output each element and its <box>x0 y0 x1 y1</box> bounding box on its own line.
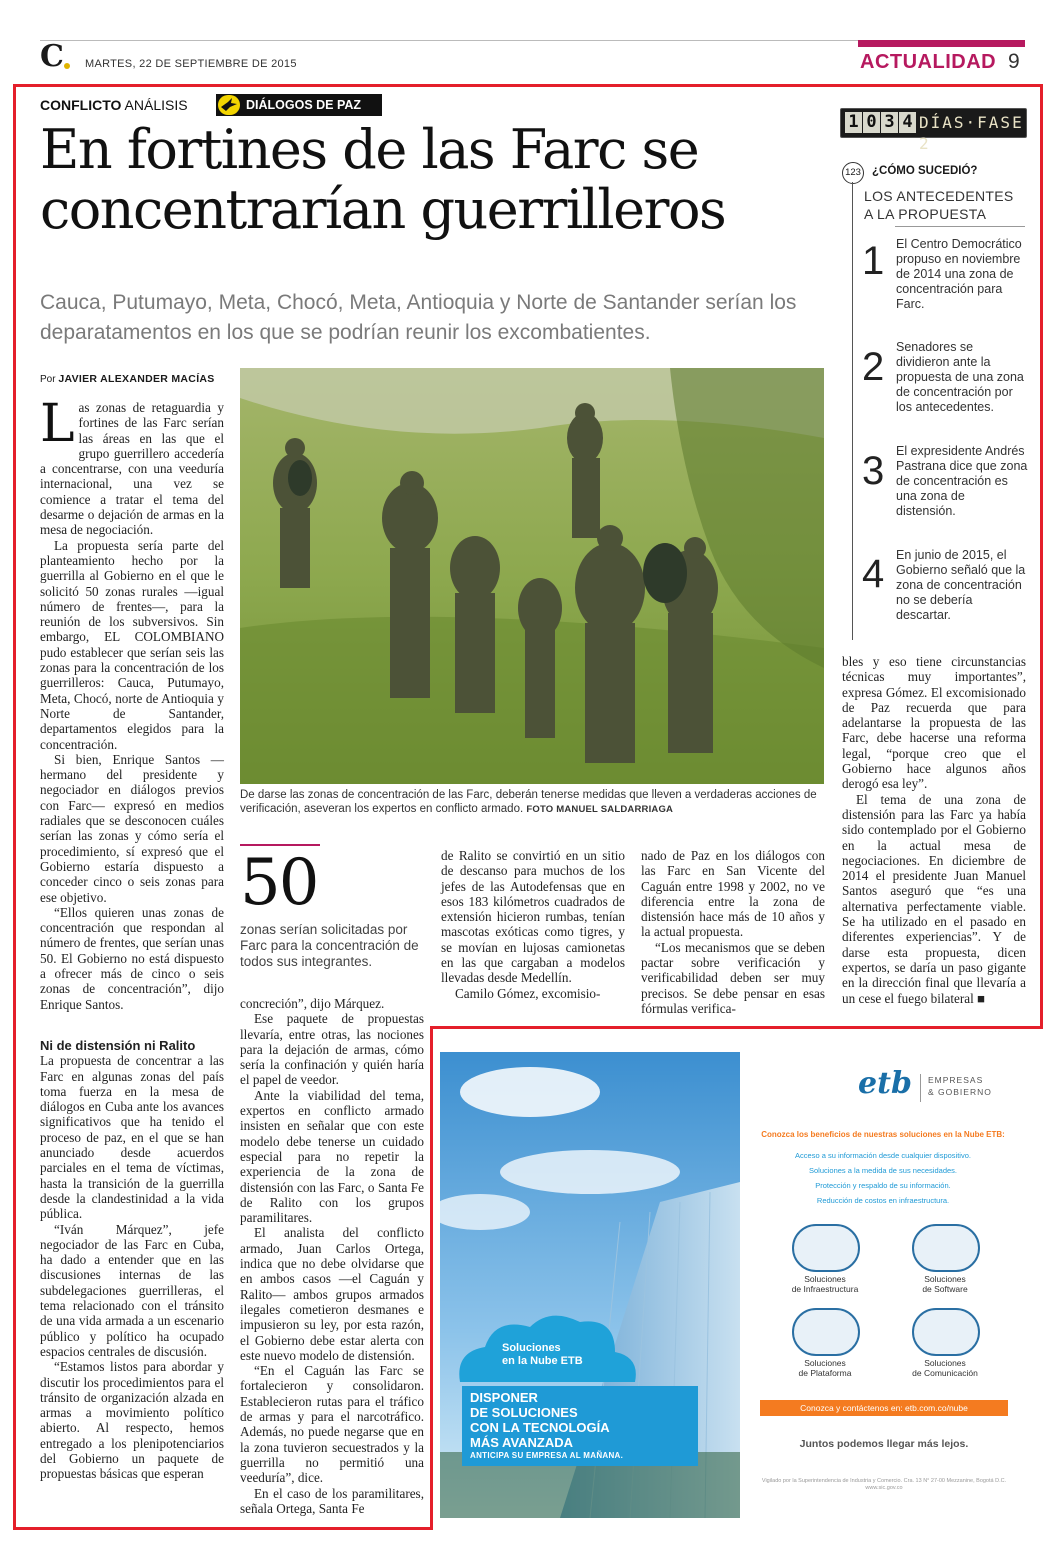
counter-label: DÍAS·FASE 2 <box>919 113 1024 153</box>
byline: Por JAVIER ALEXANDER MACÍAS <box>40 373 215 385</box>
section-bar <box>858 40 1025 47</box>
figure-text: zonas serían solicitadas por Farc para la concentración de todos sus integrantes. <box>240 922 419 969</box>
badge-label: DIÁLOGOS DE PAZ <box>246 98 362 112</box>
counter-digit: 3 <box>881 112 898 133</box>
timeline-item-text: El expresidente Andrés Pastrana dice que zona de concentración es una zona de distensión. <box>896 444 1028 518</box>
dove-icon <box>218 95 240 115</box>
gears-icon <box>792 1308 860 1356</box>
logo-divider <box>920 1074 921 1102</box>
subheading: Ni de distensión ni Ralito <box>40 1038 196 1053</box>
solution-label: Soluciones de Comunicación <box>912 1358 978 1378</box>
ad-contact-bar[interactable]: Conozca y contáctenos en: etb.com.co/nube <box>760 1400 1008 1416</box>
drop-cap: L <box>40 394 75 454</box>
timeline-subtitle: LOS ANTECEDENTES A LA PROPUESTA <box>864 188 1014 222</box>
photo-credit: FOTO MANUEL SALDARRIAGA <box>526 804 674 815</box>
timeline-item-text: Senadores se dividieron ante la propuesta de una zona de concentración por los antecedentes. <box>896 340 1024 414</box>
software-icon <box>912 1224 980 1272</box>
article-column-4: nado de Paz en los diálogos con las Farc en San Vicente del Caguán entre 1998 y 2002, no ve diferencia entre la zona de distensión hace más de 10 años y la actual propuesta. “Los mecanismos que se deben pactar sobre verificación y verificabilidad deben ser muy precisos. Se debe pensar en esas fórmulas verifica- <box>641 848 825 1016</box>
timeline-rule <box>895 226 1025 227</box>
ad-slogan: Juntos podemos llegar más lejos. <box>799 1438 969 1450</box>
article-column-2: concreción”, dijo Márquez. Ese paquete de propuestas llevaría, entre otras, las nociones para la dejación de armas, cómo sería la confinación y quién haría el papel de veedor. Ante la viabilidad del tema, expertos en conflicto armado insisten en señalar que con este modelo debe tenerse un cuidado especial para no repetir la experiencia de la zona de distensión con las Farc, o Santa Fe de Ralito con los grupos paramilitares. El analista del conflicto armado, Juan Carlos Ortega, indica que no debe olvidarse que en ambos casos —el Caguán y Ralito— ambos grupos armados ilegales cometieron desmanes e impusieron su ley, por esta razón, el Gobierno debe estar alerta con este nuevo modelo de distensión. “En el Caguán las Farc se fortalecieron y consolidaron. Establecieron rutas para el tráfico de armas y para el narcotráfico. Además, no puede negarse que en la zona tuvieron secuestrados y la guerrilla no permitió una veeduría”, dice. En el caso de los paramilitares, señala Ortega, Santa Fe <box>240 996 424 1516</box>
timeline-item-number: 4 <box>862 552 885 596</box>
counter-digit: 1 <box>845 112 862 133</box>
network-icon <box>912 1308 980 1356</box>
ad-cta: DISPONER DE SOLUCIONES CON LA TECNOLOGÍA MÁS AVANZADA ANTICIPA SU EMPRESA AL MAÑANA. <box>462 1386 698 1466</box>
headline: En fortines de las Farc se concentrarían guerrilleros <box>40 118 726 241</box>
article-column-1-continued: Ni de distensión ni Ralito La propuesta de concentrar a las Farc en algunas zonas del país toma fuerza en la mesa de diálogos en Cuba ante los avances significativos que ha tenido el proceso de paz, en el que se han anunciado desde acuerdos parciales en el tema de víctimas, hasta la transición de la guerrilla desde la clandestinidad a la vida pública. “Iván Márquez”, jefe negociador de las Farc en Cuba, ha dado a entender que en las discusiones internas de las subdelegaciones guerrilleras, el tema relacionado con el tránsito de una vida armada a un escenario público y político ha ocupado espacios centrales de discusión. “Estamos listos para abordar y discutir los procedimientos para el tránsito de organización alzada en armas a movimiento político abierto. Al respecto, hemos entregado a los plenipotenciarios del Gobierno un paquete de propuestas básicas que esperan <box>40 1038 224 1482</box>
etb-advertisement[interactable] <box>440 1052 1020 1518</box>
timeline-item-number: 3 <box>862 449 885 493</box>
article-column-3: de Ralito se convirtió en un sitio de descanso para muchos de los jefes de las Autodefensas que en esos 183 kilómetros cuadrados de extensión hicieron rumbas, tenían mascotas exóticas como tigres, y se movían en lujosas camionetas en las que cargaban a modelos llevadas desde Medellín. Camilo Gómez, excomisio- <box>441 848 625 1001</box>
counter-digit: 0 <box>863 112 880 133</box>
article-photo <box>240 368 824 784</box>
kicker <box>40 97 188 113</box>
ad-info-panel <box>740 1052 1020 1518</box>
etb-subbrand: EMPRESAS & GOBIERNO <box>928 1075 992 1097</box>
photo-caption: De darse las zonas de concentración de las Farc, deberán tenerse medidas que lleven a verdaderas acciones de verificación, aseveran los expertos en conflicto armado. FOTO MANUEL SALDARRIAGA <box>240 789 817 815</box>
ad-legal: Vigilado por la Superintendencia de Industria y Comercio. Cra. 13 N° 27-00 Mezzanine, Bogotá D.C. www.sic.gov.co <box>761 1478 1007 1491</box>
ad-cloud-title: Soluciones en la Nube ETB <box>502 1342 583 1367</box>
timeline-item-text: En junio de 2015, el Gobierno señaló que la zona de concentración no se debería descartar. <box>896 548 1026 622</box>
page-number: 9 <box>1008 50 1020 73</box>
dialogos-badge <box>216 94 382 116</box>
counter-digit: 4 <box>899 112 916 133</box>
timeline-item-number: 1 <box>862 239 885 283</box>
solution-label: Soluciones de Plataforma <box>798 1358 852 1378</box>
ad-intro: Conozca los beneficios de nuestras soluciones en la Nube ETB: <box>761 1130 1005 1139</box>
ad-benefits: Acceso a su información desde cualquier dispositivo. Soluciones a la medida de sus necesidades. Protección y respaldo de su información. Reducción de costos en infraestructura. <box>795 1151 971 1205</box>
timeline-title: ¿CÓMO SUCEDIÓ? <box>872 165 978 177</box>
article-column-1: Las zonas de retaguardia y fortines de las Farc serían las áreas en las que el grupo guerrillero accedería a concentrarse, con una veeduría internacional, una vez se comience a tratar el tema del desarme o dejación de armas en la mesa de negociación. La propuesta sería parte del planteamiento hecho por la guerrilla al Gobierno en el que le solicitó 50 zonas rurales —igual número de frentes—, para la reunión de los subversivos. Sin embargo, EL COLOMBIANO pudo establecer que serían seis las zonas para la concentración de los guerrilleros: Cauca, Putumayo, Meta, Chocó, norte de Antioquia y Norte de Santander, departamentos elegidos para la concentración. Si bien, Enrique Santos —hermano del presidente y negociador en diálogos previos con Farc— expresó en medios radiales que se desconocen cuáles serían las zonas y cómo sería el procedimiento, sí expresó que el Gobierno estaría dispuesto a conceder cinco o seis zonas para ese objetivo. “Ellos quieren unas zonas de concentración que respondan al número de frentes, que serían unas 50. El Gobierno no está dispuesto a ofrecer más de cinco o seis zonas de concentración”, dijo Enrique Santos. <box>40 394 224 1012</box>
section-name: ACTUALIDAD <box>860 51 997 73</box>
issue-date: MARTES, 22 DE SEPTIEMBRE DE 2015 <box>85 58 297 70</box>
solution-label: Soluciones de Infraestructura <box>791 1274 859 1294</box>
timeline-line <box>852 182 853 640</box>
subhead: Cauca, Putumayo, Meta, Chocó, Meta, Antioquia y Norte de Santander serían los deparatamentos en los que se podrían reunir los excombatientes. <box>40 291 797 344</box>
timeline-item-text: El Centro Democrático propuso en noviembre de 2014 una zona de concentración para Farc. <box>896 237 1022 311</box>
kicker-light: ANÁLISIS <box>124 97 188 113</box>
solution-label: Soluciones de Software <box>922 1274 968 1294</box>
days-counter <box>840 108 1027 153</box>
timeline-badge: 123 <box>842 162 864 184</box>
kicker-bold: CONFLICTO <box>40 97 122 113</box>
timeline-item-number: 2 <box>862 345 885 389</box>
article-column-5: bles y eso tiene circunstancias técnicas muy importantes”, expresa Gómez. El excomisionado de Paz recuerda que para adelantarse la propuesta de las Farc, debe hacerse una reforma legal, “porque creo que el Gobierno hace algunos años derogó esa ley”. El tema de una zona de distensión para las Farc ya había sido contemplado por el Gobierno en la actual mesa de negociaciones. En diciembre de 2014 el presidente Juan Manuel Santos aseguró que “es una alternativa perfectamente viable. Se ha utilizado en el pasado en diferentes experiencias”. Y de darse esta propuesta, dicen expertos, se daría un paso gigante en la dirección final que llevaría a un cese el fuego bilateral ■ <box>842 654 1026 1006</box>
logo-dot <box>64 63 70 69</box>
etb-logo: etb <box>858 1066 912 1101</box>
server-icon <box>792 1224 860 1272</box>
author-name: JAVIER ALEXANDER MACÍAS <box>58 373 215 385</box>
newspaper-logo: C <box>40 39 64 74</box>
figure-number: 50 <box>240 846 318 920</box>
